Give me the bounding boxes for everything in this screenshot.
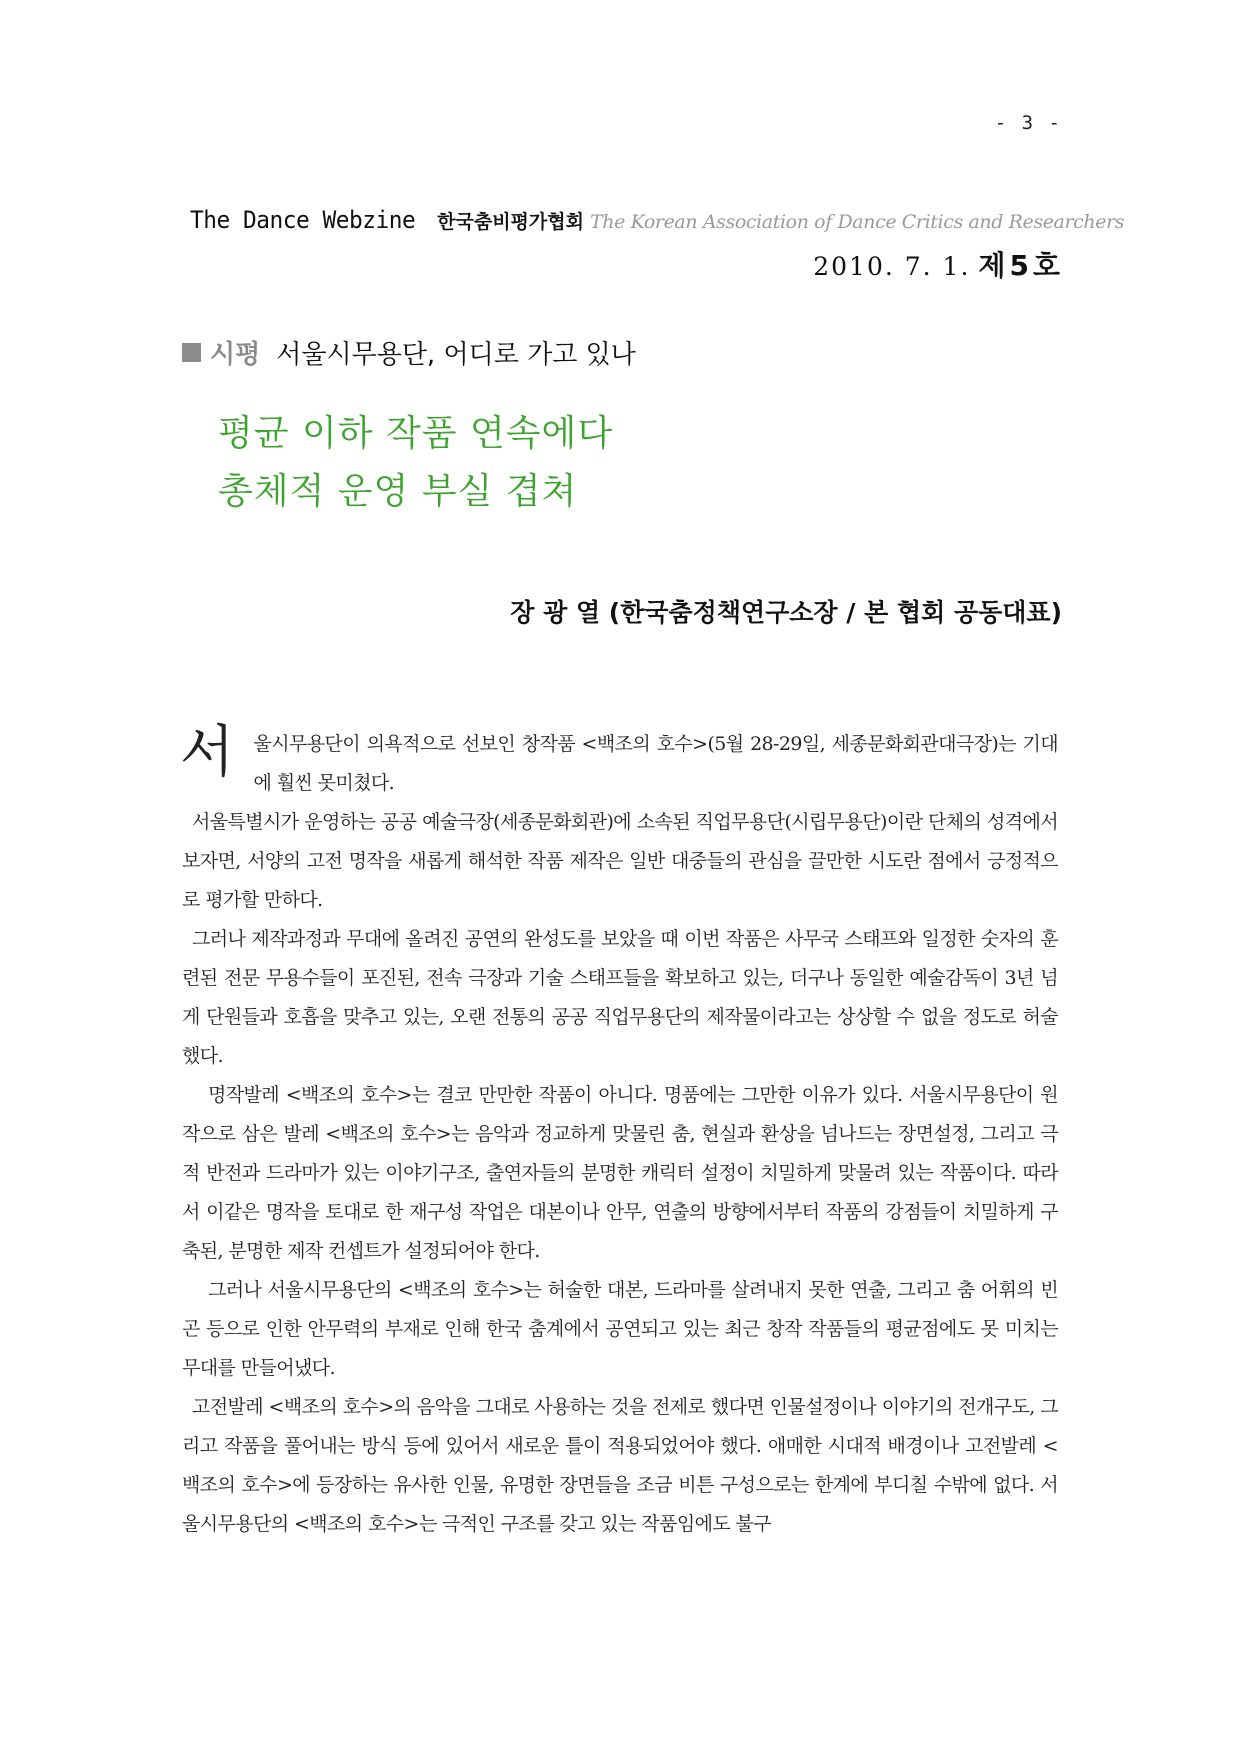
paragraph-3: 그러나 제작과정과 무대에 올려진 공연의 완성도를 보았을 때 이번 작품은 사무국 스태프와 일정한 숫자의 훈련된 전문 무용수들이 포진된, 전속 극장과 기술 스태프들을 확보하고 있는, 더구나 동일한 예술감독이 3년 넘게 단원들과 호흡을 맞추고 있는, 오랜 전통의 공공 직업무용단의 제작물이라고는 상상할 수 없을 정도로 허술했다.	[182, 928, 1058, 1067]
article-body	[180, 720, 1058, 1544]
headline-line-1: 평균 이하 작품 연속에다	[218, 413, 614, 454]
paragraph-6: 고전발레 <백조의 호수>의 음악을 그대로 사용하는 것을 전제로 했다면 인물설정이나 이야기의 전개구도, 그리고 작품을 풀어내는 방식 등에 있어서 새로운 틀이 적용되었어야 했다. 애매한 시대적 배경이나 고전발레 <백조의 호수>에 등장하는 유사한 인물, 유명한 장면들을 조금 비튼 구성으로는 한계에 부디칠 수밖에 없다. 서울시무용단의 <백조의 호수>는 극적인 구조를 갖고 있는 작품임에도 불구	[182, 1396, 1058, 1535]
paragraph-2: 서울특별시가 운영하는 공공 예술극장(세종문화회관)에 소속된 직업무용단(시립무용단)이란 단체의 성격에서 보자면, 서양의 고전 명작을 새롭게 해석한 작품 제작은 일반 대중들의 관심을 끌만한 시도란 점에서 긍정적으로 평가할 만하다.	[182, 811, 1058, 911]
org-english-name: The Korean Association of Dance Critics and Researchers	[589, 211, 1125, 233]
section-title: 서울시무용단, 어디로 가고 있나	[276, 340, 636, 370]
issue-info	[813, 244, 1064, 284]
issue-number: 제5호	[978, 249, 1064, 282]
page-number: - 3 -	[994, 112, 1062, 134]
webzine-name: The Dance Webzine	[190, 206, 416, 234]
org-korean-name: 한국춤비평가협회	[437, 211, 584, 233]
section-label: 시평	[210, 340, 261, 370]
section-square-icon	[182, 343, 201, 362]
drop-cap: 서	[180, 720, 234, 785]
paragraph-5: 그러나 서울시무용단의 <백조의 호수>는 허술한 대본, 드라마를 살려내지 못한 연출, 그리고 춤 어휘의 빈곤 등으로 인한 안무력의 부재로 인해 한국 춤계에서 공연되고 있는 최근 창작 작품들의 평균점에도 못 미치는 무대를 만들어냈다.	[182, 1279, 1058, 1379]
section-heading	[182, 334, 636, 371]
masthead	[190, 206, 1125, 234]
issue-date: 2010. 7. 1.	[813, 252, 971, 281]
paragraph-4: 명작발레 <백조의 호수>는 결코 만만한 작품이 아니다. 명품에는 그만한 이유가 있다. 서울시무용단이 원작으로 삼은 발레 <백조의 호수>는 음악과 정교하게 맞물린 춤, 현실과 환상을 넘나드는 장면설정, 그리고 극적 반전과 드라마가 있는 이야기구조, 출연자들의 분명한 캐릭터 설정이 치밀하게 맞물려 있는 작품이다. 따라서 이같은 명작을 토대로 한 재구성 작업은 대본이나 안무, 연출의 방향에서부터 작품의 강점들이 치밀하게 구축된, 분명한 제작 컨셉트가 설정되어야 한다.	[182, 1084, 1058, 1262]
headline-line-2: 총체적 운영 부실 겹쳐	[218, 471, 578, 512]
paragraph-1-text: 울시무용단이 의욕적으로 선보인 창작품 <백조의 호수>(5월 28-29일, 세종문화회관대극장)는 기대에 훨씬 못미쳤다.	[253, 733, 1058, 794]
author-byline: 장 광 열 (한국춤정책연구소장 / 본 협회 공동대표)	[510, 598, 1062, 627]
paragraph-1	[180, 720, 1058, 803]
headline	[218, 405, 613, 521]
